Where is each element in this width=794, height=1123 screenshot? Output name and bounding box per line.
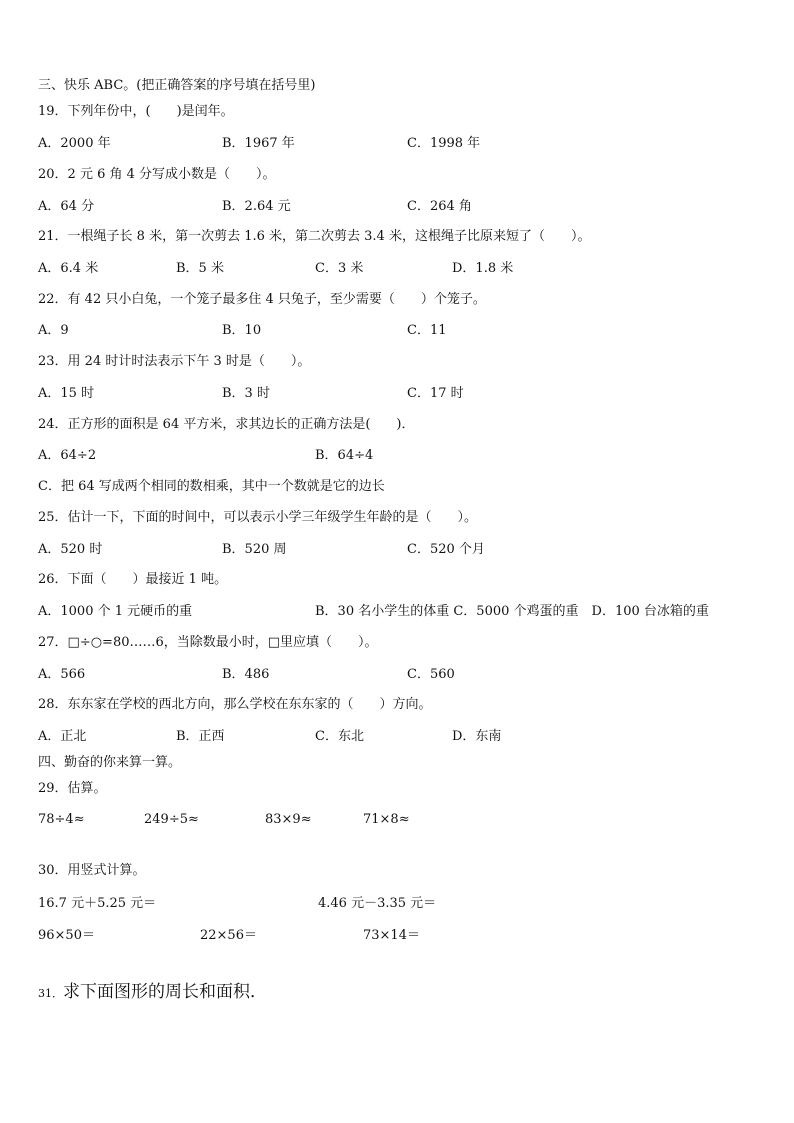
estimate-item: 71×8≈ xyxy=(363,812,410,827)
question-25: 25．估计一下，下面的时间中，可以表示小学三年级学生年龄的是（ ）。 xyxy=(38,510,478,525)
option: C．东北 xyxy=(315,729,364,744)
option: B．64÷4 xyxy=(315,448,374,463)
question-24: 24．正方形的面积是 64 平方米，求其边长的正确方法是( )． xyxy=(38,417,415,432)
option: D．1.8 米 xyxy=(452,261,514,276)
option: A．566 xyxy=(38,667,86,682)
option: B．1967 年 xyxy=(222,136,295,151)
question-31-number: 31． xyxy=(38,987,63,1000)
calc-item: 4.46 元－3.35 元＝ xyxy=(318,896,437,911)
calc-item: 96×50＝ xyxy=(38,928,95,943)
estimate-item: 249÷5≈ xyxy=(144,812,199,827)
question-23: 23．用 24 时计时法表示下午 3 时是（ ）。 xyxy=(38,354,311,369)
section3-title: 三、快乐 ABC。(把正确答案的序号填在括号里) xyxy=(38,78,316,93)
option: A．正北 xyxy=(38,729,87,744)
option: B．30 名小学生的体重 C．5000 个鸡蛋的重 D．100 台冰箱的重 xyxy=(315,604,709,619)
option: A．9 xyxy=(38,323,69,338)
question-29: 29．估算。 xyxy=(38,781,107,796)
option: B．10 xyxy=(222,323,262,338)
question-31-text: 求下面图形的周长和面积． xyxy=(63,982,267,1002)
option: C．560 xyxy=(407,667,455,682)
calc-item: 16.7 元＋5.25 元＝ xyxy=(38,896,157,911)
section4-title: 四、勤奋的你来算一算。 xyxy=(38,755,182,770)
question-19: 19．下列年份中，( )是闰年。 xyxy=(38,104,234,119)
question-28: 28．东东家在学校的西北方向，那么学校在东东家的（ ）方向。 xyxy=(38,697,432,712)
option: C．把 64 写成两个相同的数相乘，其中一个数就是它的边长 xyxy=(38,479,385,494)
estimate-item: 78÷4≈ xyxy=(38,812,85,827)
option: C．1998 年 xyxy=(407,136,481,151)
question-26: 26．下面（ ）最接近 1 吨。 xyxy=(38,572,228,587)
option: C．520 个月 xyxy=(407,542,485,557)
question-31 xyxy=(38,982,267,1002)
option: C．3 米 xyxy=(315,261,364,276)
option: C．17 时 xyxy=(407,386,464,401)
option: B．520 周 xyxy=(222,542,287,557)
question-21: 21．一根绳子长 8 米，第一次剪去 1.6 米，第二次剪去 3.4 米，这根绳子比原来短了（ ）。 xyxy=(38,229,591,244)
question-27: 27．□÷○=80……6，当除数最小时，□里应填（ ）。 xyxy=(38,635,378,650)
estimate-item: 83×9≈ xyxy=(265,812,312,827)
option: A．64÷2 xyxy=(38,448,97,463)
option: B．5 米 xyxy=(176,261,224,276)
option: A．15 时 xyxy=(38,386,95,401)
calc-item: 73×14＝ xyxy=(363,928,420,943)
option: A．520 时 xyxy=(38,542,103,557)
option: A．64 分 xyxy=(38,199,95,214)
option: B．486 xyxy=(222,667,270,682)
option: B．3 时 xyxy=(222,386,270,401)
question-22: 22．有 42 只小白兔，一个笼子最多住 4 只兔子，至少需要（ ）个笼子。 xyxy=(38,292,486,307)
option: B．2.64 元 xyxy=(222,199,291,214)
option: A．1000 个 1 元硬币的重 xyxy=(38,604,193,619)
question-30: 30．用竖式计算。 xyxy=(38,863,146,878)
option: C．264 角 xyxy=(407,199,472,214)
question-20: 20．2 元 6 角 4 分写成小数是（ ）。 xyxy=(38,167,276,182)
option: A．6.4 米 xyxy=(38,261,99,276)
option: C．11 xyxy=(407,323,447,338)
calc-item: 22×56＝ xyxy=(200,928,257,943)
option: D．东南 xyxy=(452,729,502,744)
option: B．正西 xyxy=(176,729,225,744)
option: A．2000 年 xyxy=(38,136,111,151)
